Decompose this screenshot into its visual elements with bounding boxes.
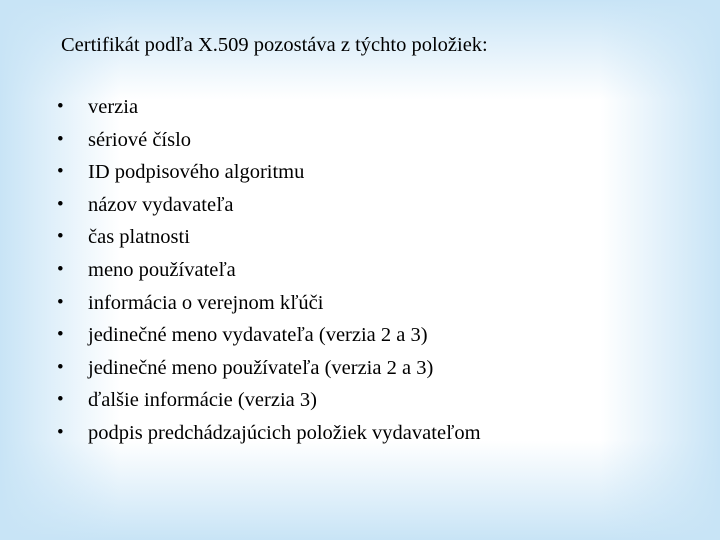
list-item-text: podpis predchádzajúcich položiek vydavateľom — [88, 421, 481, 444]
list-item-text: verzia — [88, 96, 139, 118]
list-item — [57, 421, 481, 454]
list-item — [57, 388, 481, 421]
bullet-icon: • — [57, 258, 64, 280]
list-item-text: jedinečné meno vydavateľa (verzia 2 a 3) — [88, 324, 428, 347]
bullet-icon: • — [57, 291, 64, 313]
list-item-text: sériové číslo — [88, 128, 192, 151]
slide-title: Certifikát podľa X.509 pozostáva z týchto položiek: — [61, 34, 488, 56]
list-item — [57, 291, 481, 324]
bullet-icon: • — [57, 356, 64, 378]
bullet-icon: • — [57, 389, 64, 411]
list-item — [57, 323, 481, 356]
bullet-icon: • — [57, 324, 64, 346]
list-item-text: jedinečné meno používateľa (verzia 2 a 3) — [88, 356, 434, 379]
bullet-icon: • — [57, 226, 64, 248]
list-item-text: čas platnosti — [88, 226, 190, 249]
bullet-icon: • — [57, 421, 64, 443]
list-item — [57, 128, 481, 161]
list-item-text: meno používateľa — [88, 258, 236, 281]
list-item — [57, 193, 481, 226]
list-item — [57, 258, 481, 291]
bullet-icon: • — [57, 128, 64, 150]
list-item — [57, 225, 481, 258]
bullet-icon: • — [57, 96, 64, 117]
list-item-text: ďalšie informácie (verzia 3) — [88, 389, 317, 412]
bullet-list — [57, 95, 481, 454]
list-item-text: informácia o verejnom kľúči — [88, 291, 324, 314]
list-item — [57, 356, 481, 389]
bullet-icon: • — [57, 193, 64, 215]
list-item-text: názov vydavateľa — [88, 193, 234, 216]
list-item — [57, 160, 481, 193]
list-item-text: ID podpisového algoritmu — [88, 161, 305, 184]
list-item — [57, 95, 481, 128]
bullet-icon: • — [57, 161, 64, 183]
